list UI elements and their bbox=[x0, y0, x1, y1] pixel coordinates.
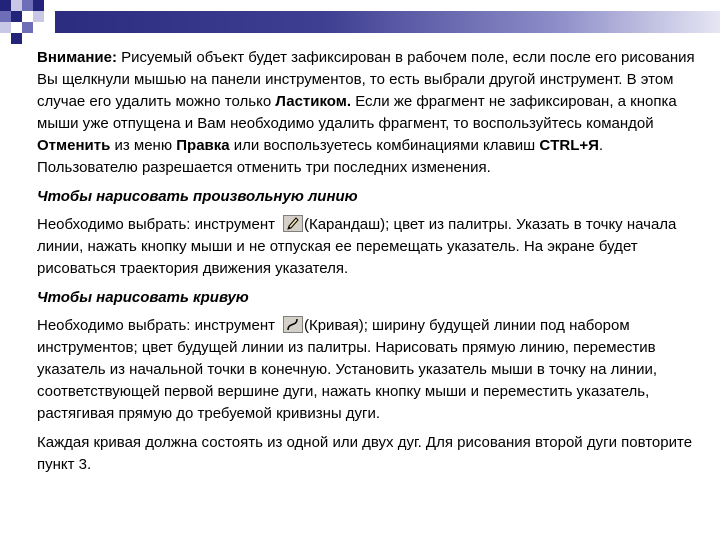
notice-text: или воспользуетесь комбинациями клавиш bbox=[229, 137, 540, 154]
eraser-term: Ластиком. bbox=[275, 93, 352, 110]
header-gradient-bar bbox=[55, 11, 720, 33]
pencil-icon bbox=[283, 215, 303, 232]
header-square bbox=[33, 0, 44, 11]
line-section-paragraph bbox=[37, 214, 702, 280]
notice-text: . Пользователю разрешается отменить три последних изменения. bbox=[37, 137, 604, 176]
curve-section-text: (Кривая); ширину будущей линии под набором инструментов; цвет будущей линии из палитры. Нарисовать прямую линию, переместив указатель из начальной точки в конечную. Установить указатель мыши в точку на линии, соответствующей первой вершине дуги, нажать кнопку мыши и переместить указатель, растягивая прямую до требуемой кривизны дуги. bbox=[37, 317, 658, 422]
notice-label: Внимание: bbox=[37, 49, 117, 66]
curve-section-paragraph bbox=[37, 315, 702, 425]
curve-section-text: Необходимо выбрать: инструмент bbox=[37, 317, 275, 334]
line-section-text: (Карандаш); цвет из палитры. Указать в точку начала линии, нажать кнопку мыши и не отпуская ее перемещать указатель. На экране будет рисоваться траектория движения указателя. bbox=[37, 216, 677, 277]
header-square bbox=[0, 0, 11, 11]
header-square bbox=[11, 0, 22, 11]
edit-menu-term: Правка bbox=[176, 137, 230, 154]
slide-content bbox=[37, 47, 702, 483]
header-square bbox=[33, 11, 44, 22]
notice-text: Рисуемый объект будет зафиксирован в рабочем поле, если после его рисования Вы щелкнули мышью на панели инструментов, то есть выбрали другой инструмент. В этом случае его удалить можно только bbox=[37, 49, 695, 110]
line-section-title: Чтобы нарисовать произвольную линию bbox=[37, 188, 358, 205]
header-square bbox=[22, 22, 33, 33]
header-square bbox=[22, 0, 33, 11]
header-square bbox=[0, 11, 11, 22]
undo-command: Отменить bbox=[37, 137, 111, 154]
notice-text: из меню bbox=[110, 137, 177, 154]
notice-text: Если же фрагмент не зафиксирован, а кнопка мыши уже отпущена и Вам необходимо удалить фрагмент, то воспользуйтесь командой bbox=[37, 93, 677, 132]
curve-section-title: Чтобы нарисовать кривую bbox=[37, 289, 249, 306]
curve-icon bbox=[283, 316, 303, 333]
shortcut-keys: CTRL+Я bbox=[539, 137, 599, 154]
line-section-text: Необходимо выбрать: инструмент bbox=[37, 216, 275, 233]
header-square bbox=[0, 22, 11, 33]
header-square bbox=[11, 33, 22, 44]
slide-header-decoration bbox=[0, 0, 720, 46]
closing-paragraph: Каждая кривая должна состоять из одной или двух дуг. Для рисования второй дуги повторите пункт 3. bbox=[37, 434, 693, 473]
header-square bbox=[11, 11, 22, 22]
notice-paragraph bbox=[37, 47, 702, 179]
